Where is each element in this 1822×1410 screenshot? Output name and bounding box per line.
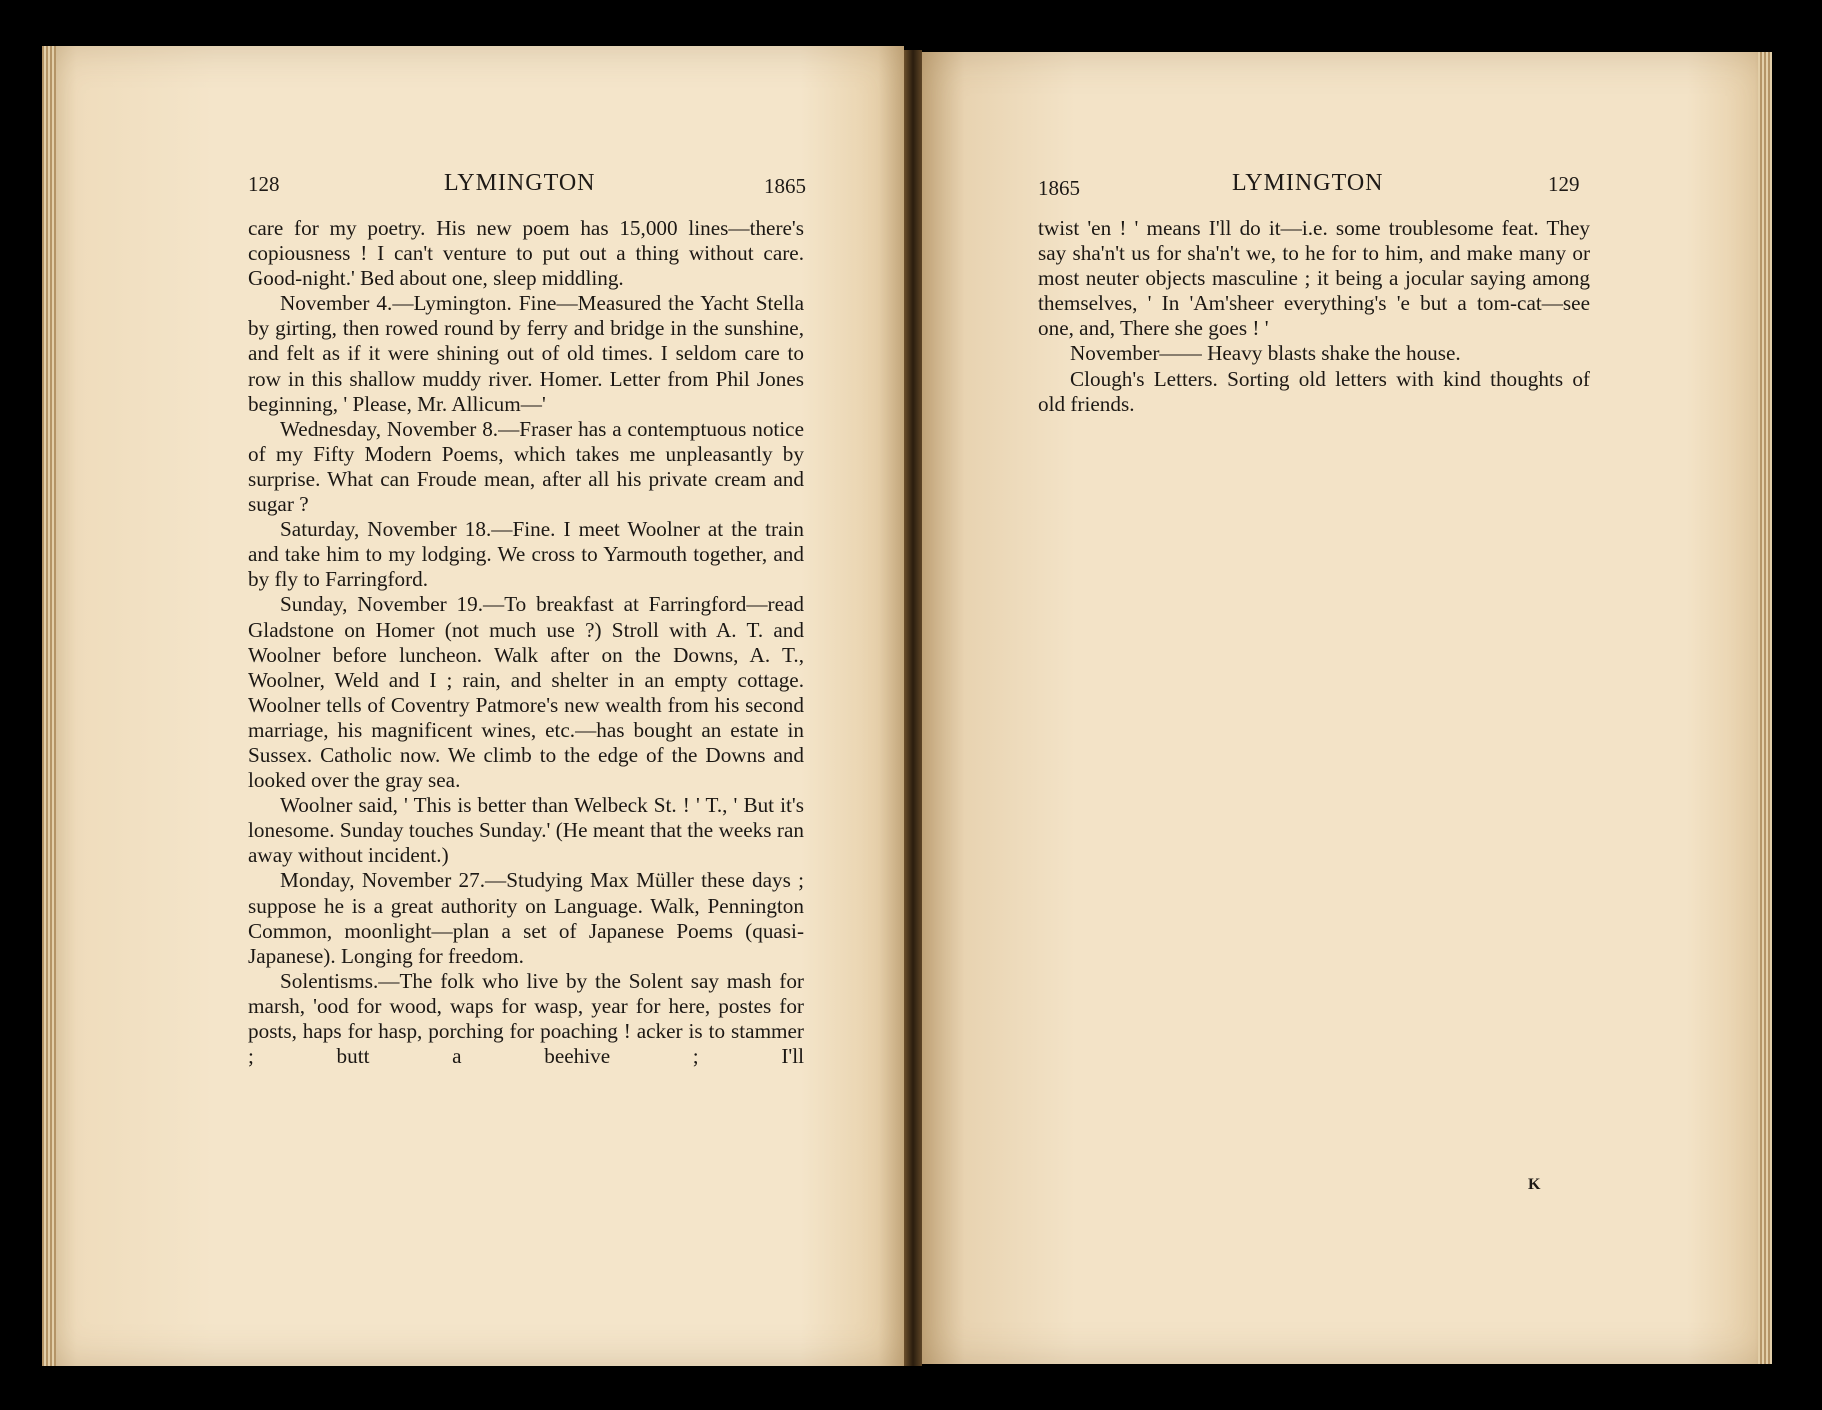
right-page-number: 129 (1548, 172, 1580, 196)
right-page-edge (1758, 52, 1772, 1364)
book-gutter (904, 50, 922, 1366)
right-page-text (1038, 216, 1590, 417)
paragraph: Woolner said, ' This is better than Welbeck St. ! ' T., ' But it's lonesome. Sunday touches Sunday.' (He meant that the weeks ran away without incident.) (248, 793, 804, 868)
paragraph: Saturday, November 18.—Fine. I meet Woolner at the train and take him to my lodging. We cross to Yarmouth together, and by fly to Farringford. (248, 517, 804, 592)
left-page-number: 128 (248, 172, 280, 196)
left-page-edge (42, 46, 56, 1366)
paragraph: Wednesday, November 8.—Fraser has a contemptuous notice of my Fifty Modern Poems, which takes me unpleasantly by surprise. What can Froude mean, after all his private cream and sugar ? (248, 416, 804, 517)
left-year: 1865 (764, 174, 806, 198)
paragraph: Clough's Letters. Sorting old letters with kind thoughts of old friends. (1038, 366, 1590, 416)
right-year: 1865 (1038, 176, 1080, 200)
paragraph: Sunday, November 19.—To breakfast at Farringford—read Gladstone on Homer (not much use ?) Stroll with A. T. and Woolner before luncheon. Walk after on the Downs, A. T., Woolner, Weld and I ; rain, and shelter in an empty cottage. Woolner tells of Coventry Patmore's new wealth from his second marriage, his magnificent wines, etc.—has bought an estate in Sussex. Catholic now. We climb to the edge of the Downs and looked over the gray sea. (248, 592, 804, 793)
paragraph: November—— Heavy blasts shake the house. (1070, 341, 1461, 366)
paragraph: twist 'en ! ' means I'll do it—i.e. some troublesome feat. They say sha'n't us for sha'n't we, to he for to him, and make many or most neuter objects masculine ; it being a jocular saying among themselves, ' In 'Am'sheer everything's 'e but a tom-cat—see one, and, There she goes ! ' (1038, 216, 1590, 341)
right-running-title: LYMINGTON (1232, 170, 1384, 196)
signature-mark: K (1528, 1176, 1541, 1193)
paragraph: Solentisms.—The folk who live by the Solent say mash for marsh, 'ood for wood, waps for wasp, year for here, postes for posts, haps for hasp, porching for poaching ! acker is to stammer ; butt a beehive ; I'll (248, 968, 804, 1069)
left-running-title: LYMINGTON (444, 170, 596, 196)
paragraph: care for my poetry. His new poem has 15,000 lines—there's copiousness ! I can't venture to put out a thing without care. Good-night.' Bed about one, sleep middling. (248, 216, 804, 291)
left-page-text (248, 216, 804, 1069)
paragraph: Monday, November 27.—Studying Max Müller these days ; suppose he is a great authority on Language. Walk, Pennington Common, moonlight—plan a set of Japanese Poems (quasi-Japanese). Longing for freedom. (248, 868, 804, 968)
paragraph: November 4.—Lymington. Fine—Measured the Yacht Stella by girting, then rowed round by ferry and bridge in the sunshine, and felt as if it were shining out of old times. I seldom care to row in this shallow muddy river. Homer. Letter from Phil Jones beginning, ' Please, Mr. Allicum—' (248, 291, 804, 416)
